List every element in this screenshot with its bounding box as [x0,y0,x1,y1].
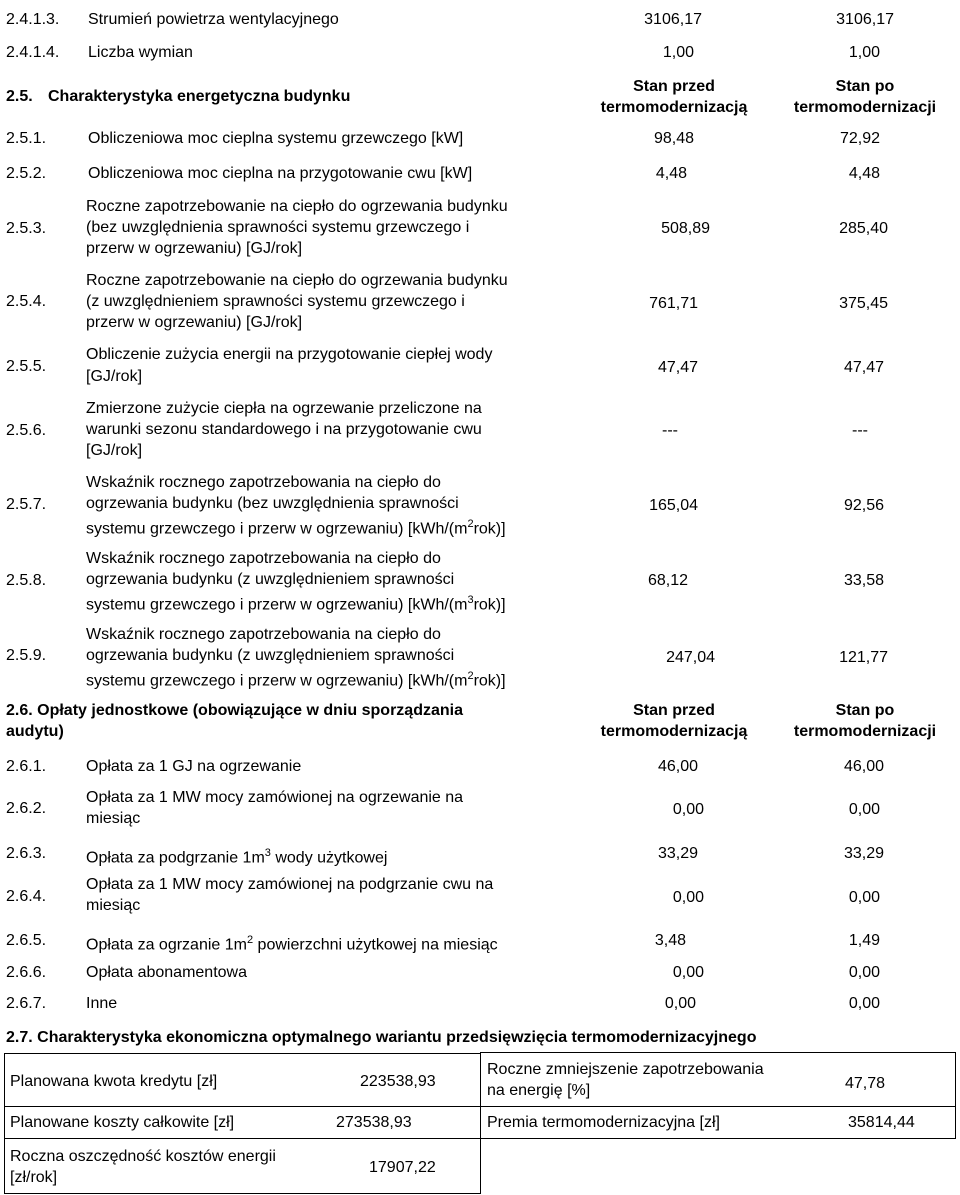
reduction-label-line1: Roczne zmniejszenie zapotrzebowania [487,1061,764,1078]
value-after: 375,45 [839,295,888,312]
value-after: 3106,17 [836,11,894,28]
premium-value: 35814,44 [848,1114,915,1131]
value-after: 72,92 [839,130,880,147]
value-after: 4,48 [848,165,880,182]
value-after: 0,00 [848,964,880,981]
row-number: 2.5.5. [6,358,47,375]
row-label: Opłata abonamentowa [86,964,247,981]
row-number: 2.4.1.3. [6,11,60,28]
section-title: 2.6. Opłaty jednostkowe (obowiązujące w dniu sporządzania [6,702,463,719]
value-after: 285,40 [839,220,888,237]
savings-label-line2: [zł/rok] [10,1169,58,1186]
value-before: 165,04 [649,497,698,514]
value-before: --- [662,422,678,439]
value-before: 68,12 [647,572,688,589]
row-label: Strumień powietrza wentylacyjnego [88,11,339,28]
value-after: 47,47 [843,359,884,376]
credit-label: Planowana kwota kredytu [zł] [10,1073,218,1090]
credit-value: 223538,93 [360,1073,436,1090]
column-header-before: Stan przed [633,78,715,95]
column-header-before-line2: termomodernizacją [600,723,748,740]
column-header-before-line2: termomodernizacją [600,99,748,116]
row-label-line2: miesiąc [86,810,141,827]
column-header-after: Stan po [835,78,895,95]
value-before: 247,04 [666,649,715,666]
value-before: 0,00 [664,995,696,1012]
premium-label: Premia termomodernizacyjna [zł] [487,1114,720,1131]
row-label-line2: ogrzewania budynku (z uwzględnieniem sprawności [86,647,455,664]
row-label: Liczba wymian [88,44,193,61]
row-label-line2: ogrzewania budynku (bez uwzględnienia sprawności [86,495,459,512]
value-before: 0,00 [672,964,704,981]
row-number: 2.6.6. [6,964,47,981]
row-label: Opłata za ogrzanie $1m^2$ powierzchni użytkowej na miesiąc [86,934,498,954]
value-after: 92,56 [843,497,884,514]
row-label-line2: (bez uwzględnienia sprawności systemu grzewczego i [86,219,470,236]
value-after: 33,58 [843,572,884,589]
column-header-after-line2: termomodernizacji [793,99,937,116]
value-before: 508,89 [661,220,710,237]
row-label-line3: [GJ/rok] [86,442,143,459]
value-after: 0,00 [848,889,880,906]
table-border-top-left [4,1053,480,1054]
row-label-line1: Roczne zapotrzebowanie na ciepło do ogrzewania budynku [86,272,508,289]
value-after: 0,00 [848,995,880,1012]
section-number: 2.5. [6,88,33,105]
row-label-line1: Wskaźnik rocznego zapotrzebowania na ciepło do [86,550,441,567]
value-before: 3106,17 [644,11,702,28]
row-label-line2: miesiąc [86,897,141,914]
savings-label-line1: Roczna oszczędność kosztów energii [10,1148,276,1165]
value-before: 98,48 [653,130,694,147]
row-number: 2.5.8. [6,572,47,589]
row-label-line2: ogrzewania budynku (z uwzględnieniem sprawności [86,571,455,588]
table-border-center [480,1052,481,1194]
row-label: Obliczeniowa moc cieplna systemu grzewczego [kW] [88,130,464,147]
row-number: 2.6.7. [6,995,47,1012]
value-after: 121,77 [839,649,888,666]
row-number: 2.5.4. [6,293,47,310]
row-number: 2.5.1. [6,130,47,147]
column-header-after-line2: termomodernizacji [793,723,937,740]
row-label-line1: Opłata za 1 MW mocy zamówionej na podgrzanie cwu na [86,876,494,893]
row-number: 2.4.1.4. [6,44,60,61]
row-label-line3: przerw w ogrzewaniu) [GJ/rok] [86,240,303,257]
section-title: Charakterystyka energetyczna budynku [48,88,351,105]
row-label-line3: systemu grzewczego i przerw w ogrzewaniu) $[kWh/(m^3rok)]$ [86,594,506,614]
row-label-line1: Wskaźnik rocznego zapotrzebowania na ciepło do [86,474,441,491]
row-number: 2.6.1. [6,758,47,775]
row-label: Obliczeniowa moc cieplna na przygotowanie cwu [kW] [88,165,473,182]
row-label-line3: systemu grzewczego i przerw w ogrzewaniu) $[kWh/(m^2rok)]$ [86,518,506,538]
table-border-top-right [480,1052,956,1053]
row-label-line2: (z uwzględnieniem sprawności systemu grzewczego i [86,293,465,310]
value-before: 46,00 [657,758,698,775]
row-label-line1: Opłata za 1 MW mocy zamówionej na ogrzewanie na [86,789,464,806]
total-cost-label: Planowane koszty całkowite [zł] [10,1114,235,1131]
row-label: Opłata za 1 GJ na ogrzewanie [86,758,302,775]
row-number: 2.5.3. [6,220,47,237]
table-border-bottom [4,1193,480,1194]
row-label-line1: Wskaźnik rocznego zapotrzebowania na ciepło do [86,626,441,643]
value-after: 33,29 [843,845,884,862]
row-number: 2.6.3. [6,845,47,862]
row-number: 2.5.6. [6,422,47,439]
row-label-line1: Roczne zapotrzebowanie na ciepło do ogrzewania budynku [86,198,508,215]
reduction-label-line2: na energię [%] [487,1082,591,1099]
value-after: 1,49 [848,932,880,949]
row-number: 2.6.4. [6,888,47,905]
row-label-line3: systemu grzewczego i przerw w ogrzewaniu) $[kWh/(m^2rok)]$ [86,670,506,690]
table-border-right [955,1052,956,1139]
reduction-value: 47,78 [845,1075,886,1092]
table-border-left [4,1053,5,1194]
row-label: Inne [86,995,118,1012]
row-label-line3: przerw w ogrzewaniu) [GJ/rok] [86,314,303,331]
savings-value: 17907,22 [369,1159,436,1176]
row-label-line1: Zmierzone zużycie ciepła na ogrzewanie przeliczone na [86,400,482,417]
value-before: 4,48 [655,165,687,182]
value-before: 1,00 [662,44,694,61]
section-title: 2.7. Charakterystyka ekonomiczna optymalnego wariantu przedsięwzięcia termomodernizacyjnego [6,1029,757,1046]
row-number: 2.5.2. [6,165,47,182]
row-label: Opłata za podgrzanie $1m^3$ wody użytkowej [86,847,388,867]
column-header-after: Stan po [835,702,895,719]
value-before: 3,48 [654,932,686,949]
value-before: 47,47 [657,359,698,376]
value-before: 761,71 [649,295,698,312]
value-before: 33,29 [657,845,698,862]
row-label-line2: warunki sezonu standardowego i na przygotowanie cwu [86,421,482,438]
section-title-line2: audytu) [6,723,64,740]
row-label-line2: [GJ/rok] [86,368,143,385]
row-number: 2.6.5. [6,932,47,949]
value-before: 0,00 [672,889,704,906]
row-label-line1: Obliczenie zużycia energii na przygotowanie ciepłej wody [86,346,493,363]
value-after: --- [852,422,868,439]
value-after: 46,00 [843,758,884,775]
total-cost-value: 273538,93 [336,1114,412,1131]
value-before: 0,00 [672,801,704,818]
row-number: 2.5.9. [6,647,47,664]
row-number: 2.6.2. [6,800,47,817]
column-header-before: Stan przed [633,702,715,719]
row-number: 2.5.7. [6,496,47,513]
value-after: 0,00 [848,801,880,818]
value-after: 1,00 [848,44,880,61]
